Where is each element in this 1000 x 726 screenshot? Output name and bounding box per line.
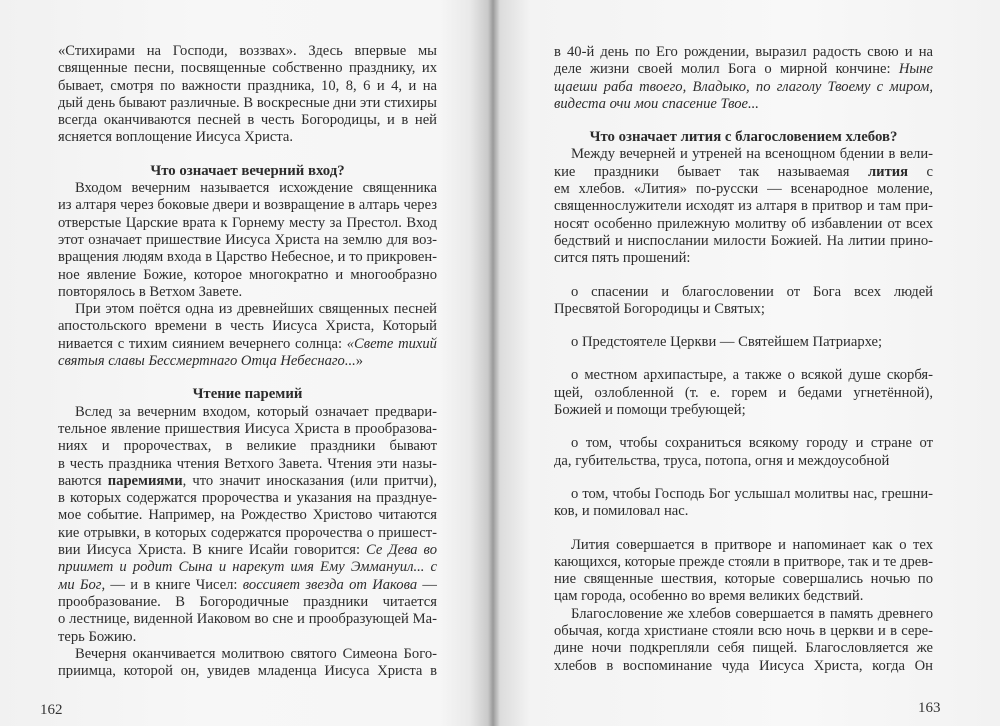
text-line — [554, 571, 933, 588]
text-span: Входом вечерним называется исхождение священника — [75, 180, 437, 197]
text-line — [58, 215, 437, 232]
text-span: , что значит иносказания (или притчи), — [182, 472, 437, 489]
paragraph — [554, 146, 933, 267]
italic-quote: видеста очи мои спасение Твое... — [554, 95, 759, 112]
text-line — [58, 577, 437, 594]
text-span: священные песни, посвященные собственно празднику, их — [58, 60, 437, 77]
text-line — [554, 658, 933, 675]
section-heading — [554, 129, 933, 146]
text-line — [58, 112, 437, 129]
text-line — [554, 61, 933, 78]
text-span: » — [355, 353, 364, 370]
text-span: При этом поётся одна из древнейших священных песней — [75, 301, 437, 318]
text-span: в 40-й день по Его рождении, выразил радость свою и на — [554, 44, 933, 60]
text-span: бедствий и ниспослании милости Божией. На литии прино- — [554, 232, 933, 249]
text-line — [58, 318, 437, 335]
text-line — [554, 250, 933, 267]
text-span: Между вечерней и утреней на всенощном бдении в вели- — [571, 146, 933, 163]
text-span: Благословение же хлебов совершается в память древнего — [571, 605, 933, 622]
text-span: отверстые Царские врата к Горнему месту за Престол. Вход — [58, 214, 437, 231]
page-number-left: 162 — [40, 702, 63, 718]
text-line — [554, 233, 933, 250]
text-line — [58, 525, 437, 542]
text-line — [554, 486, 933, 503]
text-line — [58, 197, 437, 214]
text-span: о спасении и благословении от Бога всех людей — [571, 283, 933, 300]
text-line — [554, 181, 933, 198]
text-line — [554, 503, 933, 520]
page-number-right: 163 — [918, 700, 941, 716]
text-span: приимца, которой он, увидев младенца Иисуса Христа в — [58, 663, 437, 680]
text-line — [554, 402, 933, 419]
left-page-text — [58, 43, 437, 680]
text-span: апостольского времени в честь Иисуса Христа, Который — [58, 318, 437, 335]
text-line — [58, 336, 437, 353]
right-page-text — [554, 44, 933, 675]
text-span: тельное явление пришествия Иисуса Христа в прообразова- — [58, 420, 437, 437]
text-line — [554, 453, 933, 470]
text-span: о Предстоятеле Церкви — Святейшем Патриархе; — [571, 334, 883, 351]
text-span: ясняется воплощение Иисуса Христа. — [58, 129, 294, 146]
text-line — [58, 559, 437, 576]
italic-quote: святыя славы Бессмертнаго Отца Небеснаго... — [58, 353, 356, 370]
text-span: цам города, особенно во время великих бедствий. — [554, 588, 864, 605]
text-line — [58, 507, 437, 524]
text-line — [554, 623, 933, 640]
text-line — [58, 646, 437, 663]
text-line — [58, 663, 437, 680]
text-line — [58, 490, 437, 507]
text-span: Чтение паремий — [192, 386, 303, 403]
text-span: обычая, когда христиане стояли всю ночь в церкви и в сере- — [554, 623, 933, 640]
text-line — [554, 216, 933, 233]
text-line — [554, 537, 933, 554]
text-line — [554, 435, 933, 452]
italic-quote: Се Дева во — [366, 542, 437, 559]
text-span: носят особенно прилежную молитву об избавлении от всех — [554, 215, 933, 232]
text-line — [58, 473, 437, 490]
text-line — [58, 232, 437, 249]
text-span: о том, чтобы сохраниться всякому городу и стране от — [571, 435, 933, 452]
text-span: священнослужители исходят из алтаря в притвор и там при- — [554, 198, 933, 215]
text-span: ем хлебов. «Лития» по-русски — всенародное моление, — [554, 181, 933, 198]
text-line — [58, 438, 437, 455]
text-line — [554, 588, 933, 605]
text-span: кие праздники бывает так называемая — [554, 163, 868, 180]
text-line — [58, 267, 437, 284]
text-line — [58, 611, 437, 628]
text-line — [58, 95, 437, 112]
text-span: кие отрывки, в которых содержатся пророчества о пришест- — [58, 524, 437, 541]
text-line — [58, 629, 437, 646]
text-span: — — [422, 576, 437, 593]
text-span: деле жизни своей молил Бога о мирной кончине: — [554, 61, 899, 78]
text-span: бывает, смотря по важности праздника, 10, 8, 6 и 4, и на — [58, 77, 437, 94]
text-span: да, губительства, труса, потопа, огня и междоусобной — [554, 452, 890, 469]
text-line — [554, 284, 933, 301]
text-line — [58, 78, 437, 95]
text-span: дый день бывают различные. В воскресные дни эти стихиры — [58, 94, 437, 111]
text-line — [58, 353, 437, 370]
text-span: нивается с тихим сиянием вечернего солнца: — [58, 335, 347, 352]
text-span: этот означает пришествие Иисуса Христа на землю для воз- — [58, 231, 437, 248]
text-line — [58, 421, 437, 438]
text-line — [554, 146, 933, 163]
section-heading — [58, 386, 437, 403]
text-span: ное явление Божие, которое многократно и многообразно — [58, 266, 437, 283]
paragraph — [58, 180, 437, 301]
text-span: из алтаря через боковые двери и возвращение в алтарь через — [58, 197, 437, 214]
text-line — [554, 164, 933, 181]
text-span: ние священные шествия, которые совершались ночью по — [554, 571, 933, 588]
text-span: «Стихирами на Господи, воззвах». Здесь впервые мы — [58, 43, 437, 59]
text-line — [58, 594, 437, 611]
text-span: ваются — [58, 472, 108, 489]
text-line — [58, 163, 437, 180]
petition-item — [554, 367, 933, 419]
text-span: о местном архипастыре, а также о всякой душе скорбя- — [571, 367, 933, 384]
text-line — [554, 367, 933, 384]
text-line — [58, 456, 437, 473]
text-line — [58, 542, 437, 559]
italic-quote: Ныне — [898, 61, 933, 78]
paragraph — [58, 301, 437, 370]
text-line — [58, 180, 437, 197]
italic-quote: «Свете тихий — [346, 335, 437, 352]
text-span: Что означает вечерний вход? — [150, 162, 345, 179]
text-span: терь Божию. — [58, 628, 137, 645]
text-line — [58, 129, 437, 146]
paragraph — [58, 43, 437, 147]
petition-item — [554, 284, 933, 319]
bold-term: лития — [867, 163, 909, 180]
text-span: в честь праздника чтения Ветхого Завета. Чтения эти назы- — [58, 455, 437, 472]
text-span: дине ночи подкрепляли себя пищей. Благословляется же — [554, 640, 933, 657]
text-line — [554, 44, 933, 61]
text-line — [554, 334, 933, 351]
text-span: о том, чтобы Господь Бог услышал молитвы нас, грешни- — [571, 485, 933, 502]
text-line — [554, 198, 933, 215]
paragraph — [554, 537, 933, 606]
text-span: — и в книге Чисел: — [105, 576, 243, 593]
text-line — [58, 301, 437, 318]
text-span: с — [926, 163, 933, 180]
italic-quote: приимет и родит Сына и нарекут имя Ему Эммануил... с — [58, 559, 437, 576]
text-line — [554, 96, 933, 113]
paragraph — [58, 646, 437, 681]
text-line — [58, 43, 437, 60]
text-line — [58, 284, 437, 301]
text-line — [58, 404, 437, 421]
text-span: повторялось в Ветхом Завете. — [58, 283, 243, 300]
text-span: щей, озлобленной (т. е. горем и бедами угнетённой), — [554, 384, 933, 401]
petition-item — [554, 334, 933, 351]
text-span: Пресвятой Богородицы и Святых; — [554, 300, 765, 317]
paragraph — [554, 44, 933, 113]
bold-term: паремиями — [107, 472, 183, 489]
text-span: ниях и пророчествах, в великие праздники бывают — [58, 438, 437, 455]
text-line — [554, 79, 933, 96]
text-line — [58, 60, 437, 77]
text-span: Вечерня оканчивается молитвою святого Симеона Бого- — [75, 645, 437, 662]
petition-item — [554, 435, 933, 470]
text-line — [554, 385, 933, 402]
italic-quote: ми Бог, — [58, 576, 106, 593]
text-span: всегда оканчиваются песней в честь Богородицы, и в ней — [58, 112, 437, 129]
text-line — [58, 249, 437, 266]
text-span: Вслед за вечерним входом, который означает предвари- — [75, 403, 437, 420]
text-line — [554, 301, 933, 318]
text-line — [554, 606, 933, 623]
text-span: в которых содержатся пророчества и указания на празднуе- — [58, 490, 437, 507]
text-span: вращения людям входа в Царство Небесное, и то прикровен- — [58, 249, 437, 266]
petition-item — [554, 486, 933, 521]
text-line — [554, 640, 933, 657]
text-line — [58, 386, 437, 403]
text-span: Божией и помощи требующей; — [554, 402, 746, 419]
italic-quote: воссияет звезда от Иакова — [242, 576, 418, 593]
text-span: хлебов в воспоминание чуда Иисуса Христа, когда Он — [554, 657, 933, 674]
text-span: о лестнице, виденной Иаковом во сне и прообразующей Ма- — [58, 611, 437, 628]
text-span: Что означает лития с благословением хлебов? — [589, 129, 898, 146]
text-span: мое событие. Например, на Рождество Христово читаются — [58, 507, 437, 524]
text-line — [554, 554, 933, 571]
italic-quote: щаеши раба твоего, Владыко, по глаголу Твоему с миром, — [554, 78, 933, 95]
paragraph — [58, 404, 437, 646]
text-span: ков, и помиловал нас. — [554, 503, 689, 520]
text-span: кающихся, которые прежде стояли в притворе, так и те древ- — [554, 553, 933, 570]
text-span: Лития совершается в притворе и напоминает как о тех — [571, 536, 933, 553]
section-heading — [58, 163, 437, 180]
text-span: сится пять прошений: — [554, 250, 691, 267]
paragraph — [554, 606, 933, 675]
text-span: вии Иисуса Христа. В книге Исайи говорится: — [58, 542, 367, 559]
text-span: прообразование. В Богородичные праздники читается — [58, 593, 437, 610]
text-line — [554, 129, 933, 146]
